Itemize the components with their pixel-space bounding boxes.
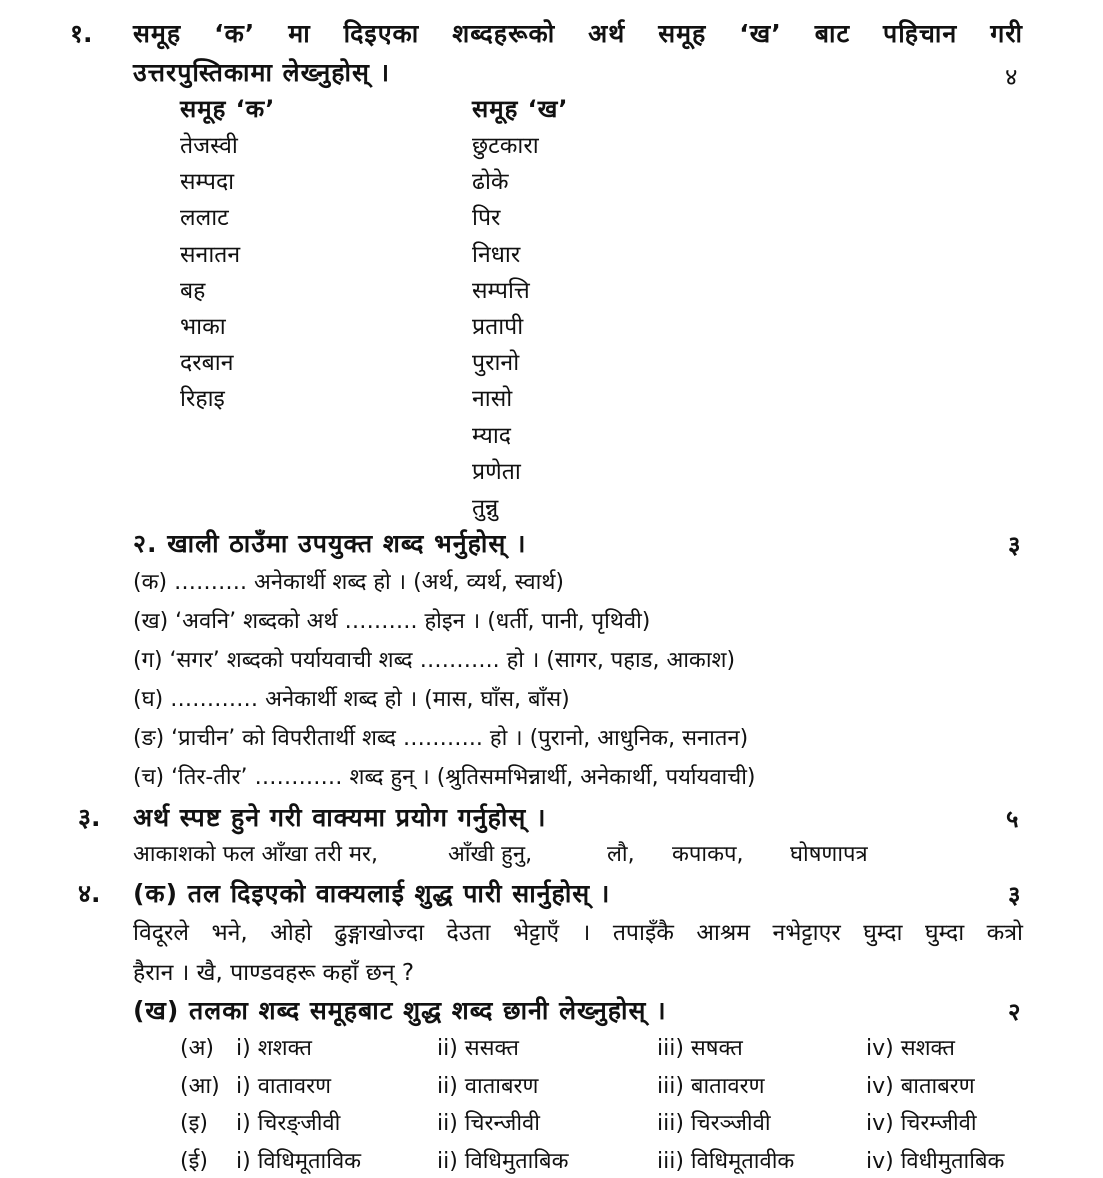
q4-part-a-heading: (क) तल दिइएको वाक्यलाई शुद्ध पारी सार्नुहोस् । <box>133 879 611 908</box>
group-b-item: प्रणेता <box>472 458 521 485</box>
option-item: i) चिरङ्जीवी <box>236 1111 341 1136</box>
option-item: iv) सशक्त <box>866 1036 955 1061</box>
group-a-item: तेजस्वी <box>180 133 238 159</box>
q3-word-2: आँखी हुनु, <box>448 842 533 867</box>
option-row-label: (आ) <box>180 1073 220 1099</box>
group-a-item: भाका <box>180 314 226 340</box>
q2-item: (घ) ………… अनेकार्थी शब्द हो । (मास, घाँस, बाँस) <box>133 687 570 712</box>
q2-heading: २. खाली ठाउँमा उपयुक्त शब्द भर्नुहोस् । <box>133 529 527 558</box>
q3-word-4: कपाकप, <box>672 842 744 867</box>
group-a-header: समूह ‘क’ <box>180 95 276 123</box>
group-a-item: दरबान <box>180 350 234 377</box>
q1-marks: ४ <box>1005 63 1018 91</box>
group-a-item: रिहाइ <box>180 386 225 413</box>
q1-instruction-line1: समूह ‘क’ मा दिइएका शब्दहरूको अर्थ समूह ‘ख’ बाट पहिचान गरी <box>133 19 1023 48</box>
option-item: i) शशक्त <box>236 1036 312 1061</box>
group-b-item: नासो <box>472 386 513 413</box>
q2-item: (ग) ‘सगर’ शब्दको पर्यायवाची शब्द ……….. हो । (सागर, पहाड, आकाश) <box>133 648 736 673</box>
q2-item: (क) ………. अनेकार्थी शब्द हो । (अर्थ, व्यर्थ, स्वार्थ) <box>133 570 564 595</box>
group-a-item: बह <box>180 277 206 304</box>
q2-item: (च) ‘तिर-तीर’ ………… शब्द हुन् । (श्रुतिसमभिन्नार्थी, अनेकार्थी, पर्यायवाची) <box>133 765 756 790</box>
q4-part-a-text-2: हैरान । खै, पाण्डवहरू कहाँ छन् ? <box>133 960 415 986</box>
q1-instruction-line2: उत्तरपुस्तिकामा लेख्नुहोस् । <box>133 58 391 87</box>
q4-number: ४. <box>78 879 101 908</box>
option-row-label: (ई) <box>180 1148 208 1174</box>
q1-number: १. <box>70 19 93 48</box>
q3-word-1: आकाशको फल आँखा तरी मर, <box>133 842 379 867</box>
option-item: ii) वाताबरण <box>437 1073 539 1099</box>
group-b-item: ढोके <box>472 169 509 196</box>
option-item: iii) बातावरण <box>657 1073 765 1099</box>
group-a-item: सनातन <box>180 241 241 268</box>
q4-part-b-heading: (ख) तलका शब्द समूहबाट शुद्ध शब्द छानी लेख्नुहोस् । <box>133 996 667 1025</box>
q4-part-a-text-1: विदूरले भने, ओहो ढुङ्गाखोज्दा देउता भेट्टाएँ । तपाइँकै आश्रम नभेट्टाएर घुम्दा घुम्दा कत्रो <box>133 920 1023 946</box>
group-a-item: सम्पदा <box>180 169 235 196</box>
option-item: iv) बाताबरण <box>866 1073 975 1099</box>
group-b-item: पिर <box>472 205 501 232</box>
option-row-label: (अ) <box>180 1036 214 1061</box>
option-item: i) विधिमूताविक <box>236 1148 362 1174</box>
option-item: ii) चिरन्जीवी <box>437 1111 540 1136</box>
q3-marks: ५ <box>1006 805 1019 833</box>
option-item: iii) विधिमूतावीक <box>657 1148 795 1174</box>
group-b-item: तुन्नु <box>472 495 499 521</box>
option-item: ii) विधिमुताबिक <box>437 1148 569 1174</box>
q2-item: (ङ) ‘प्राचीन’ को विपरीतार्थी शब्द ……….. हो । (पुरानो, आधुनिक, सनातन) <box>133 726 749 751</box>
q3-word-3: लौ, <box>607 842 635 867</box>
group-b-header: समूह ‘ख’ <box>472 95 569 123</box>
option-item: iii) सषक्त <box>657 1036 743 1061</box>
q2-item: (ख) ‘अवनि’ शब्दको अर्थ ………. होइन । (धर्ती, पानी, पृथिवी) <box>133 609 651 634</box>
q3-number: ३. <box>78 803 101 832</box>
group-b-item: पुरानो <box>472 350 520 377</box>
q4-part-a-marks: ३ <box>1008 881 1021 909</box>
option-item: iv) विधीमुताबिक <box>866 1148 1005 1174</box>
q4-part-b-marks: २ <box>1008 998 1021 1026</box>
q3-word-5: घोषणापत्र <box>790 842 868 867</box>
group-b-item: म्याद <box>472 422 511 449</box>
option-item: iii) चिरञ्जीवी <box>657 1111 771 1136</box>
group-b-item: छुटकारा <box>472 133 539 159</box>
group-b-item: निधार <box>472 241 521 268</box>
option-item: i) वातावरण <box>236 1073 331 1099</box>
q3-heading: अर्थ स्पष्ट हुने गरी वाक्यमा प्रयोग गर्नुहोस् । <box>133 803 547 832</box>
group-b-item: सम्पत्ति <box>472 277 530 304</box>
option-item: ii) ससक्त <box>437 1036 519 1061</box>
option-item: iv) चिरम्जीवी <box>866 1111 977 1136</box>
option-row-label: (इ) <box>180 1111 208 1136</box>
group-b-item: प्रतापी <box>472 314 524 340</box>
group-a-item: ललाट <box>180 205 229 232</box>
q2-marks: ३ <box>1008 531 1021 559</box>
